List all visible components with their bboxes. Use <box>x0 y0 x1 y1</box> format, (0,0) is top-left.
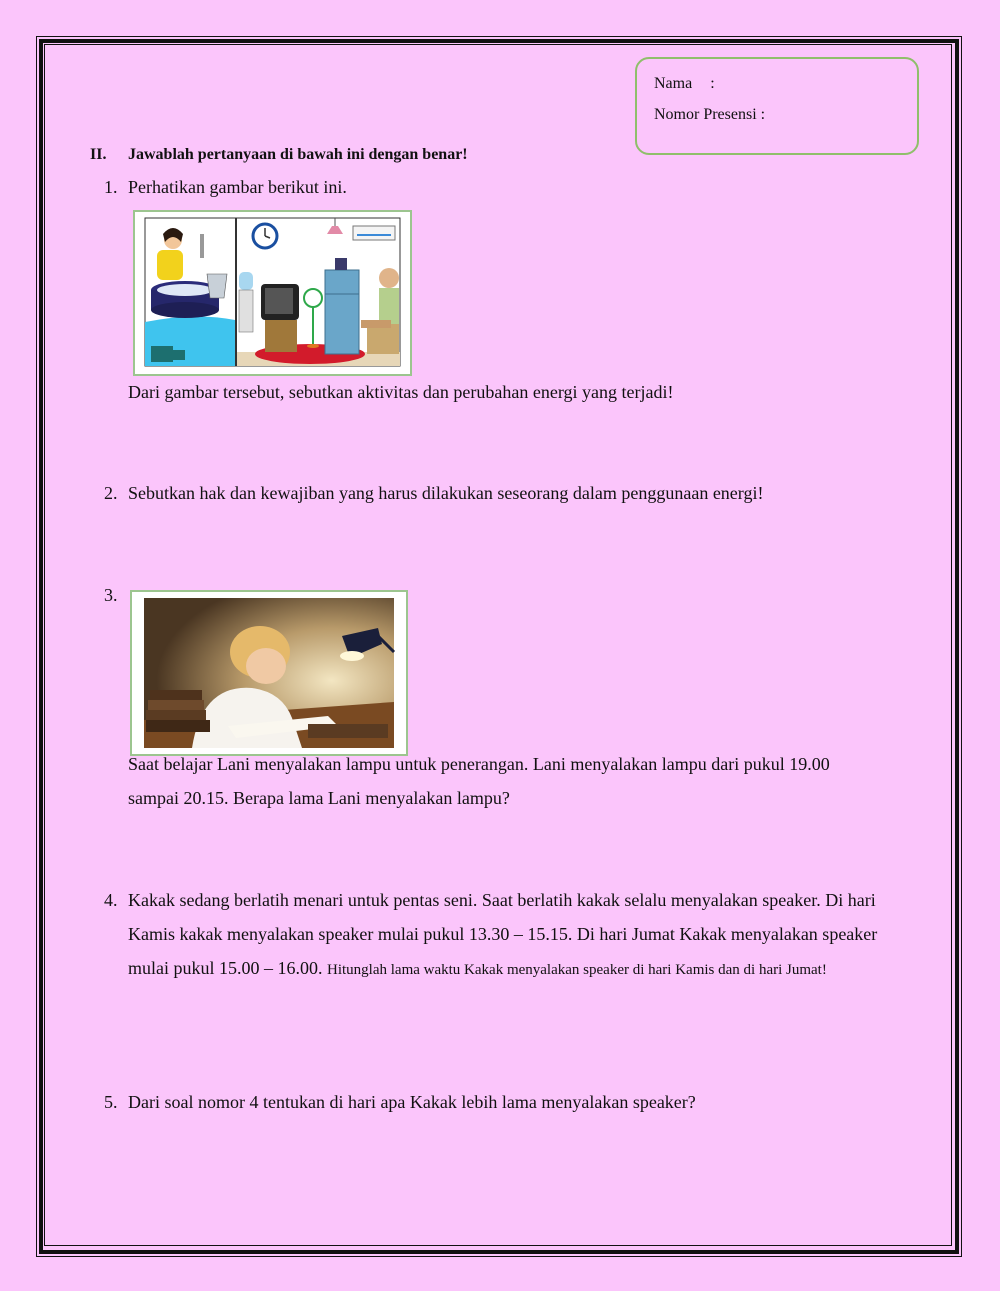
question-line-1: Saat belajar Lani menyalakan lampu untuk penerangan. Lani menyalakan lampu dari pukul 19.00 <box>128 754 830 774</box>
question-number: 1. <box>104 177 118 197</box>
question-line-3b: Hitunglah lama waktu Kakak menyalakan speaker di hari Kamis dan di hari Jumat! <box>327 962 827 978</box>
attendance-row[interactable] <box>654 106 765 124</box>
name-label: Nama <box>654 75 693 92</box>
question-2 <box>104 476 764 510</box>
question-line-3 <box>128 951 877 987</box>
attendance-label: Nomor Presensi <box>654 106 757 123</box>
question-1-prompt <box>128 375 673 409</box>
question-line-2: Kamis kakak menyalakan speaker mulai pukul 13.30 – 15.15. Di hari Jumat Kakak menyalakan speaker <box>128 924 878 944</box>
name-separator: : <box>710 75 715 92</box>
question-3-prompt <box>128 747 830 815</box>
household-energy-illustration <box>133 210 412 376</box>
question-5 <box>104 1085 696 1119</box>
question-4 <box>104 883 878 987</box>
section-heading <box>90 146 468 164</box>
question-number: 3. <box>104 585 118 605</box>
question-number: 4. <box>104 890 118 910</box>
question-text: Dari soal nomor 4 tentukan di hari apa Kakak lebih lama menyalakan speaker? <box>128 1092 696 1112</box>
question-number: 5. <box>104 1092 118 1112</box>
attendance-separator: : <box>760 106 766 123</box>
boy-studying-photo <box>130 590 408 756</box>
question-line-2: sampai 20.15. Berapa lama Lani menyalakan lampu? <box>128 788 510 808</box>
question-line-1: Kakak sedang berlatih menari untuk pentas seni. Saat berlatih kakak selalu menyalakan speaker. Di hari <box>128 890 876 910</box>
question-text: Dari gambar tersebut, sebutkan aktivitas dan perubahan energi yang terjadi! <box>128 382 674 402</box>
student-id-box <box>635 57 919 155</box>
section-number: II. <box>90 146 107 163</box>
question-line-3a: mulai pukul 15.00 – 16.00. <box>128 958 323 978</box>
question-text: Sebutkan hak dan kewajiban yang harus dilakukan seseorang dalam penggunaan energi! <box>128 483 764 503</box>
question-intro: Perhatikan gambar berikut ini. <box>128 177 347 197</box>
question-1 <box>104 170 347 204</box>
name-row[interactable] <box>654 75 715 93</box>
question-number: 2. <box>104 483 118 503</box>
section-title: Jawablah pertanyaan di bawah ini dengan benar! <box>128 146 468 163</box>
